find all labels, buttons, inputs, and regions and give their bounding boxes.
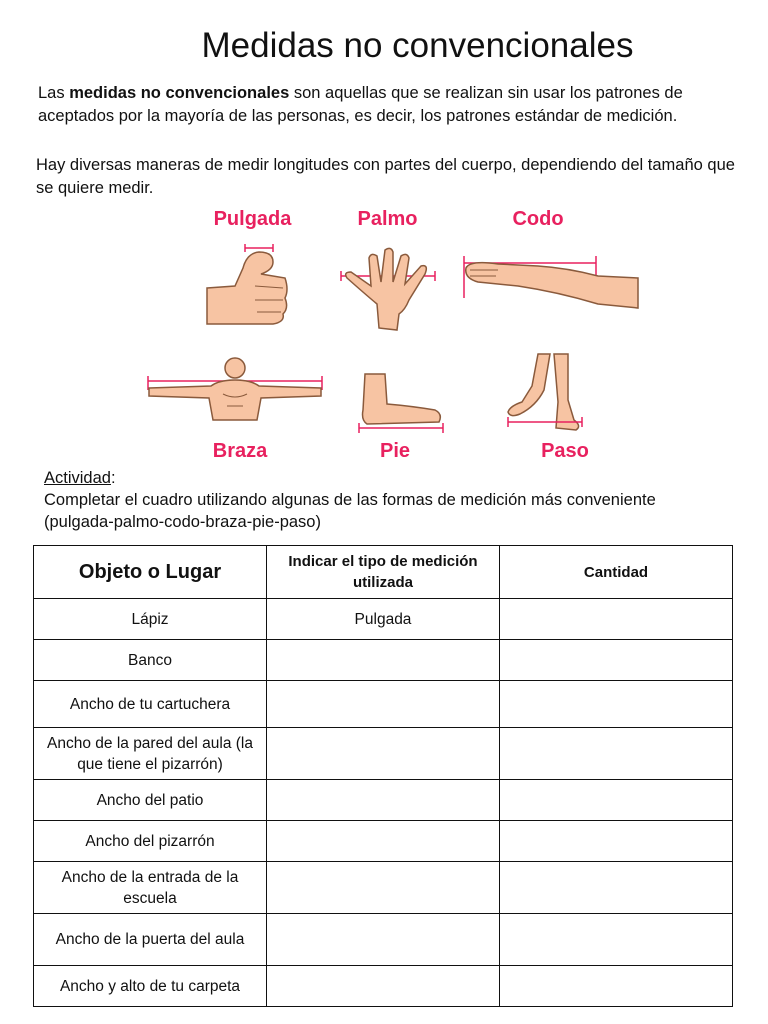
cell-quantity[interactable] bbox=[500, 599, 733, 640]
figure-palmo bbox=[335, 208, 445, 338]
figure-pulgada bbox=[195, 208, 315, 328]
cell-quantity[interactable] bbox=[500, 821, 733, 862]
table-row bbox=[34, 966, 733, 1007]
walking-legs-icon bbox=[500, 350, 600, 435]
label-paso: Paso bbox=[541, 440, 589, 462]
cell-quantity[interactable] bbox=[500, 681, 733, 728]
cell-measurement[interactable] bbox=[267, 821, 500, 862]
activity-instruction: Completar el cuadro utilizando algunas de las formas de medición más conveniente bbox=[44, 491, 656, 509]
forearm-icon bbox=[458, 238, 643, 328]
cell-object: Ancho del pizarrón bbox=[34, 821, 267, 862]
activity-section bbox=[44, 467, 744, 533]
page-title: Medidas no convencionales bbox=[201, 26, 634, 65]
cell-measurement[interactable] bbox=[267, 780, 500, 821]
cell-measurement[interactable] bbox=[267, 681, 500, 728]
label-codo: Codo bbox=[512, 208, 564, 230]
table-header-row bbox=[34, 546, 733, 599]
cell-object: Ancho de la pared del aula (la que tiene el pizarrón) bbox=[34, 728, 267, 780]
activity-heading bbox=[44, 467, 744, 489]
cell-quantity[interactable] bbox=[500, 914, 733, 966]
foot-icon bbox=[355, 370, 450, 435]
cell-object: Ancho de la entrada de la escuela bbox=[34, 862, 267, 914]
table-row bbox=[34, 640, 733, 681]
activity-colon: : bbox=[110, 469, 116, 487]
cell-object: Ancho del patio bbox=[34, 780, 267, 821]
header-object: Objeto o Lugar bbox=[34, 546, 267, 599]
activity-options: (pulgada-palmo-codo-braza-pie-paso) bbox=[44, 513, 321, 531]
activity-title: Actividad bbox=[44, 469, 111, 487]
intro-suffix: son aquellas que se realizan sin usar los patrones de aceptados por la mayoría de las personas, es decir, los patrones estándar de medición. bbox=[38, 84, 683, 125]
thumb-icon bbox=[195, 238, 315, 338]
table-row bbox=[34, 862, 733, 914]
cell-measurement[interactable] bbox=[267, 640, 500, 681]
intro-bold-term: medidas no convencionales bbox=[69, 84, 290, 102]
measurement-table bbox=[33, 545, 733, 1007]
table-row bbox=[34, 780, 733, 821]
header-measurement-type: Indicar el tipo de medición utilizada bbox=[267, 546, 500, 599]
label-braza: Braza bbox=[212, 440, 268, 462]
label-palmo: Palmo bbox=[357, 208, 418, 230]
figure-pie bbox=[355, 370, 450, 470]
cell-measurement[interactable] bbox=[267, 728, 500, 780]
cell-quantity[interactable] bbox=[500, 966, 733, 1007]
intro-paragraph bbox=[38, 82, 738, 128]
table-row bbox=[34, 821, 733, 862]
cell-quantity[interactable] bbox=[500, 862, 733, 914]
figure-paso bbox=[500, 350, 600, 470]
open-hand-icon bbox=[335, 238, 445, 338]
cell-measurement[interactable]: Pulgada bbox=[267, 599, 500, 640]
figure-braza bbox=[145, 350, 330, 470]
outstretched-arms-icon bbox=[145, 350, 330, 435]
table-row bbox=[34, 914, 733, 966]
cell-measurement[interactable] bbox=[267, 862, 500, 914]
table-row bbox=[34, 728, 733, 780]
cell-object: Ancho y alto de tu carpeta bbox=[34, 966, 267, 1007]
figure-codo bbox=[458, 208, 643, 318]
cell-quantity[interactable] bbox=[500, 728, 733, 780]
cell-measurement[interactable] bbox=[267, 966, 500, 1007]
intro-second-paragraph: Hay diversas maneras de medir longitudes con partes del cuerpo, dependiendo del tamaño que se quiere medir. bbox=[36, 156, 735, 197]
label-pie: Pie bbox=[379, 440, 411, 462]
cell-quantity[interactable] bbox=[500, 780, 733, 821]
cell-object: Lápiz bbox=[34, 599, 267, 640]
cell-object: Ancho de tu cartuchera bbox=[34, 681, 267, 728]
cell-object: Ancho de la puerta del aula bbox=[34, 914, 267, 966]
label-pulgada: Pulgada bbox=[213, 208, 292, 230]
header-quantity: Cantidad bbox=[500, 546, 733, 599]
cell-object: Banco bbox=[34, 640, 267, 681]
table-row bbox=[34, 599, 733, 640]
cell-measurement[interactable] bbox=[267, 914, 500, 966]
intro-prefix: Las bbox=[38, 84, 70, 102]
table-row bbox=[34, 681, 733, 728]
cell-quantity[interactable] bbox=[500, 640, 733, 681]
